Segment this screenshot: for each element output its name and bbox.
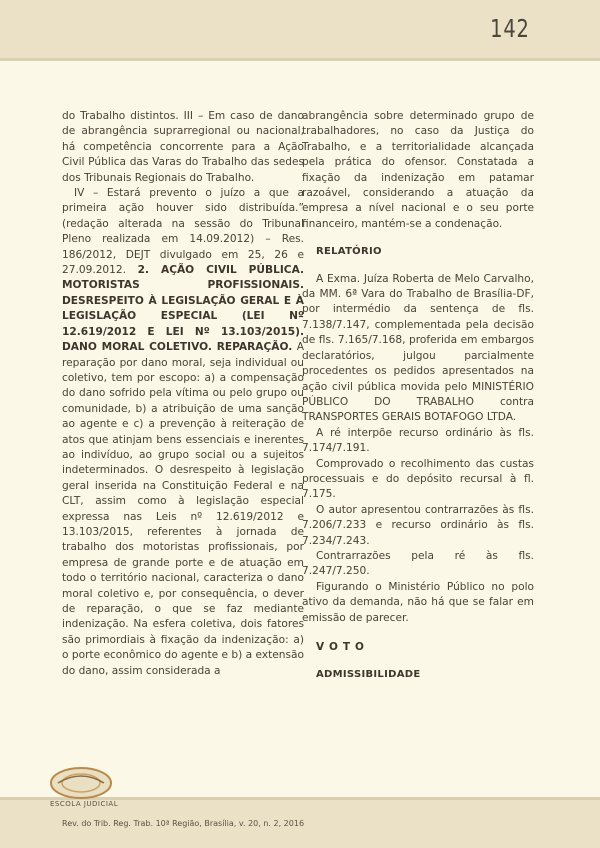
paragraph: Figurando o Ministério Público no polo ativo da demanda, não há que se falar em emissão de parecer.: [302, 580, 534, 624]
header-divider: [0, 58, 600, 61]
logo-label: ESCOLA JUDICIAL: [50, 800, 119, 808]
paragraph: Contrarrazões pela ré às fls. 7.247/7.250.: [302, 549, 534, 578]
footer-citation: Rev. do Trib. Reg. Trab. 10ª Região, Brasília, v. 20, n. 2, 2016: [62, 819, 305, 828]
paragraph: abrangência sobre determinado grupo de trabalhadores, no caso da Justiça do Trabalho, e a territorialidade alcançada pela prática do ofensor. Constatada a fixação da indenização em patamar razoável, considerando a atuação da empresa a nível nacional e o seu porte financeiro, mantém-se a condenação.: [302, 110, 534, 230]
paragraph: O autor apresentou contrarrazões às fls. 7.206/7.233 e recurso ordinário às fls. 7.234/7.243.: [302, 503, 534, 547]
page-number: 142: [490, 14, 530, 43]
paragraph: A ré interpõe recurso ordinário às fls. 7.174/7.191.: [302, 426, 534, 455]
paragraph: Comprovado o recolhimento das custas processuais e do depósito recursal à fl. 7.175.: [302, 457, 534, 501]
paragraph-text: A reparação por dano moral, seja individual ou coletivo, tem por escopo: a) a compensação do dano sofrido pela vítima ou pelo grupo ou comunidade, b) a atribuição de uma sanção ao agente e c) a prevenção à reiteração de atos que atinjam bens essenciais e inerentes ao indivíduo, ao grupo social ou a sujeitos indeterminados. O desrespeito à legislação geral inserida na Constituição Federal e na CLT, assim como à legislação especial expressa nas Leis nº 12.619/2012 e 13.103/2015, referentes à jornada de trabalho dos motoristas profissionais, por empresa de grande porte e de atuação em todo o território nacional, caracteriza o dano moral coletivo e, por consequência, o dever de reparação, o que se faz mediante indenização. Na esfera coletiva, dois fatores são primordiais à fixação da indenização: a) o porte econômico do agente e b) a extensão do dano, assim considerada a: [62, 341, 305, 677]
paragraph: do Trabalho distintos. III – Em caso de dano de abrangência suprarregional ou nacional, há competência concorrente para a Ação Civil Pública das Varas do Trabalho das sedes dos Tribunais Regionais do Trabalho.: [62, 110, 304, 184]
section-heading-admissibilidade: ADMISSIBILIDADE: [316, 669, 421, 681]
right-column: [302, 109, 534, 695]
paragraph: A Exma. Juíza Roberta de Melo Carvalho, da MM. 6ª Vara do Trabalho de Brasília-DF, por intermédio da sentença de fls. 7.138/7.147, complementada pela decisão de fls. 7.165/7.168, proferida em embargos declaratórios, julgou parcialmente procedentes os pedidos apresentados na ação civil pública movida pelo MINISTÉRIO PÚBLICO DO TRABALHO contra TRANSPORTES GERAIS BOTAFOGO LTDA.: [302, 272, 534, 424]
section-heading-voto: VOTO: [316, 641, 369, 653]
left-column: [62, 109, 304, 679]
paragraph-text: IV – Estará prevento o juízo a que a primeira ação houver sido distribuída.” (redação alterada na sessão do Tribunal Pleno realizada em 14.09.2012) – Res. 186/2012, DEJT divulgado em 25, 26 e 27.09.2012.: [62, 187, 304, 277]
section-heading-relatorio: RELATÓRIO: [316, 246, 382, 258]
escola-judicial-logo-icon: [48, 763, 114, 801]
ementa-heading: 2. AÇÃO CIVIL PÚBLICA. MOTORISTAS PROFISSIONAIS. DESRESPEITO À LEGISLAÇÃO GERAL E À LEGISLAÇÃO ESPECIAL (LEI Nº 12.619/2012 E LEI Nº 13.103/2015). DANO MORAL COLETIVO. REPARAÇÃO.: [62, 264, 304, 354]
paragraph: [62, 186, 304, 679]
